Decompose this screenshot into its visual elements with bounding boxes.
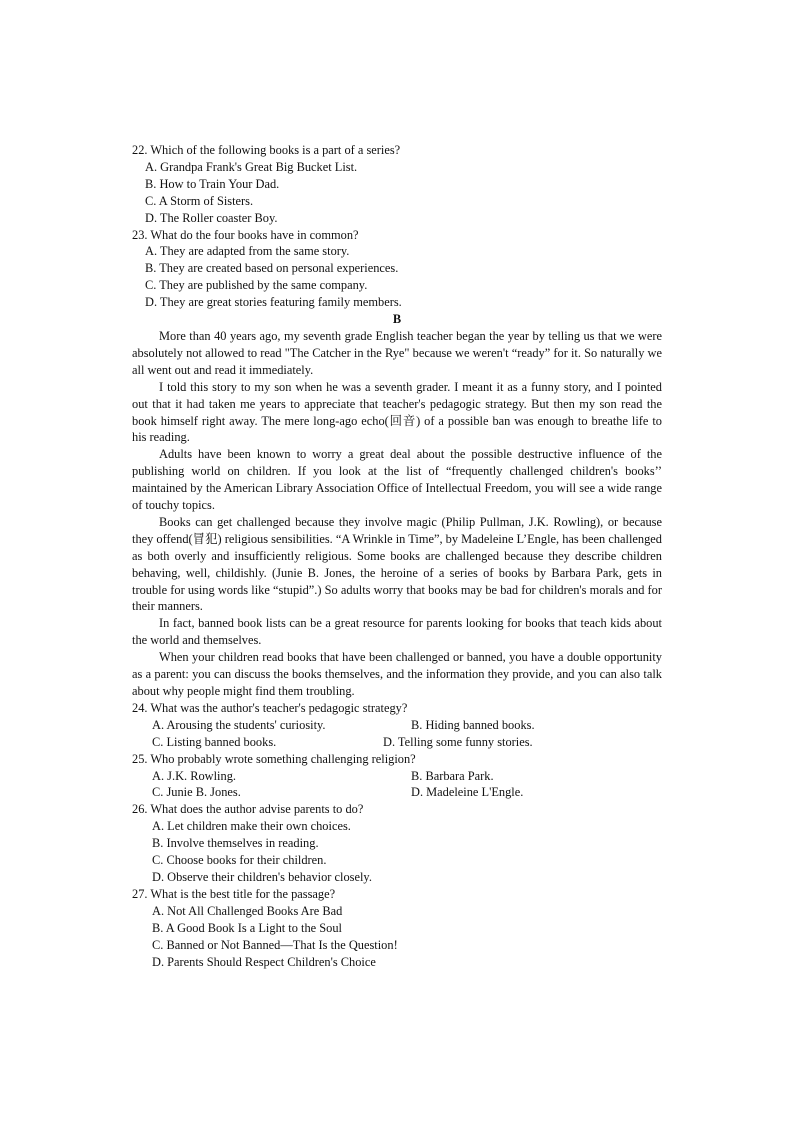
question-22-option-c: C. A Storm of Sisters.	[145, 193, 254, 208]
passage-paragraph-5: In fact, banned book lists can be a great resource for parents looking for books that teach kids about the world and themselves.	[132, 616, 662, 648]
question-23-option-b: B. They are created based on personal experiences.	[145, 261, 399, 276]
question-27-option-d: D. Parents Should Respect Children's Choice	[152, 954, 376, 969]
passage-paragraph-1: More than 40 years ago, my seventh grade English teacher began the year by telling us that we were absolutely not allowed to read "The Catcher in the Rye" because we weren't “ready” for it. So naturally we all went out and read it immediately.	[132, 328, 662, 377]
question-25-options-row-2	[132, 784, 662, 801]
passage-paragraph-2: I told this story to my son when he was a seventh grader. I meant it as a funny story, and I pointed out that it had taken me years to appreciate that teacher's pedagogic strategy. But then my son read the book himself right away. The mere long-ago echo(回音) of a possible ban was enough to breathe life to his reading.	[132, 379, 662, 445]
question-23	[132, 227, 662, 312]
question-22-stem: 22. Which of the following books is a part of a series?	[132, 143, 401, 157]
question-27-stem: 27. What is the best title for the passage?	[132, 886, 336, 901]
question-25-option-b: B. Barbara Park.	[411, 768, 494, 783]
passage-paragraph-6: When your children read books that have been challenged or banned, you have a double opportunity as a parent: you can discuss the books themselves, and the information they provide, and you can also talk about why people might find them troubling.	[132, 650, 662, 698]
question-22-option-a: A. Grandpa Frank's Great Big Bucket List.	[145, 159, 358, 174]
question-26-option-b: B. Involve themselves in reading.	[152, 836, 319, 851]
exam-page	[132, 142, 662, 970]
question-26-stem: 26. What does the author advise parents to do?	[132, 802, 364, 817]
question-27-option-b: B. A Good Book Is a Light to the Soul	[152, 920, 342, 935]
question-23-option-a: A. They are adapted from the same story.	[145, 244, 350, 259]
question-25-stem: 25. Who probably wrote something challenging religion?	[132, 751, 416, 766]
question-24-options-row-1	[132, 717, 662, 734]
passage-paragraph-4: Books can get challenged because they involve magic (Philip Pullman, J.K. Rowling), or because they offend(冒犯) religious sensibilities. “A Wrinkle in Time”, by Madeleine L’Engle, has been challenged as both overly and insufficiently religious. Some books are challenged because they describe children behaving, well, childishly. (Junie B. Jones, the heroine of a series of books by Barbara Park, gets in trouble for using words like “stupid”.) So adults worry that books may be bad for children's morals and for their manners.	[132, 514, 662, 614]
question-27-option-c: C. Banned or Not Banned—That Is the Question!	[152, 937, 398, 952]
question-23-stem: 23. What do the four books have in common?	[132, 227, 359, 242]
question-24-option-c: C. Listing banned books.	[152, 734, 277, 749]
question-25-option-d: D. Madeleine L'Engle.	[411, 785, 524, 800]
question-26	[132, 801, 662, 886]
question-24-stem: 24. What was the author's teacher's pedagogic strategy?	[132, 700, 408, 715]
question-27-option-a: A. Not All Challenged Books Are Bad	[152, 903, 343, 918]
question-24	[132, 700, 662, 751]
question-24-option-a: A. Arousing the students' curiosity.	[152, 717, 326, 732]
question-22	[132, 142, 662, 227]
question-24-option-d: D. Telling some funny stories.	[383, 734, 533, 749]
question-25-options-row-1	[132, 768, 662, 785]
question-22-option-b: B. How to Train Your Dad.	[145, 176, 280, 191]
passage-b	[132, 311, 662, 700]
question-26-option-c: C. Choose books for their children.	[152, 853, 327, 868]
question-27	[132, 886, 662, 971]
question-24-option-b: B. Hiding banned books.	[411, 717, 535, 732]
question-25-option-a: A. J.K. Rowling.	[152, 768, 236, 783]
question-26-option-a: A. Let children make their own choices.	[152, 819, 351, 834]
question-24-options-row-2	[132, 734, 662, 751]
question-23-option-d: D. They are great stories featuring family members.	[145, 295, 402, 310]
question-26-option-d: D. Observe their children's behavior closely.	[152, 869, 372, 884]
question-23-option-c: C. They are published by the same company.	[145, 278, 368, 293]
question-25-option-c: C. Junie B. Jones.	[152, 785, 241, 800]
question-25	[132, 751, 662, 802]
passage-paragraph-3: Adults have been known to worry a great deal about the possible destructive influence of the publishing world on children. If you look at the list of “frequently challenged children's books’’ maintained by the American Library Association Office of Intellectual Freedom, you will see a wide range of touchy topics.	[132, 447, 662, 513]
section-label: B	[392, 312, 402, 327]
question-22-option-d: D. The Roller coaster Boy.	[145, 210, 278, 225]
